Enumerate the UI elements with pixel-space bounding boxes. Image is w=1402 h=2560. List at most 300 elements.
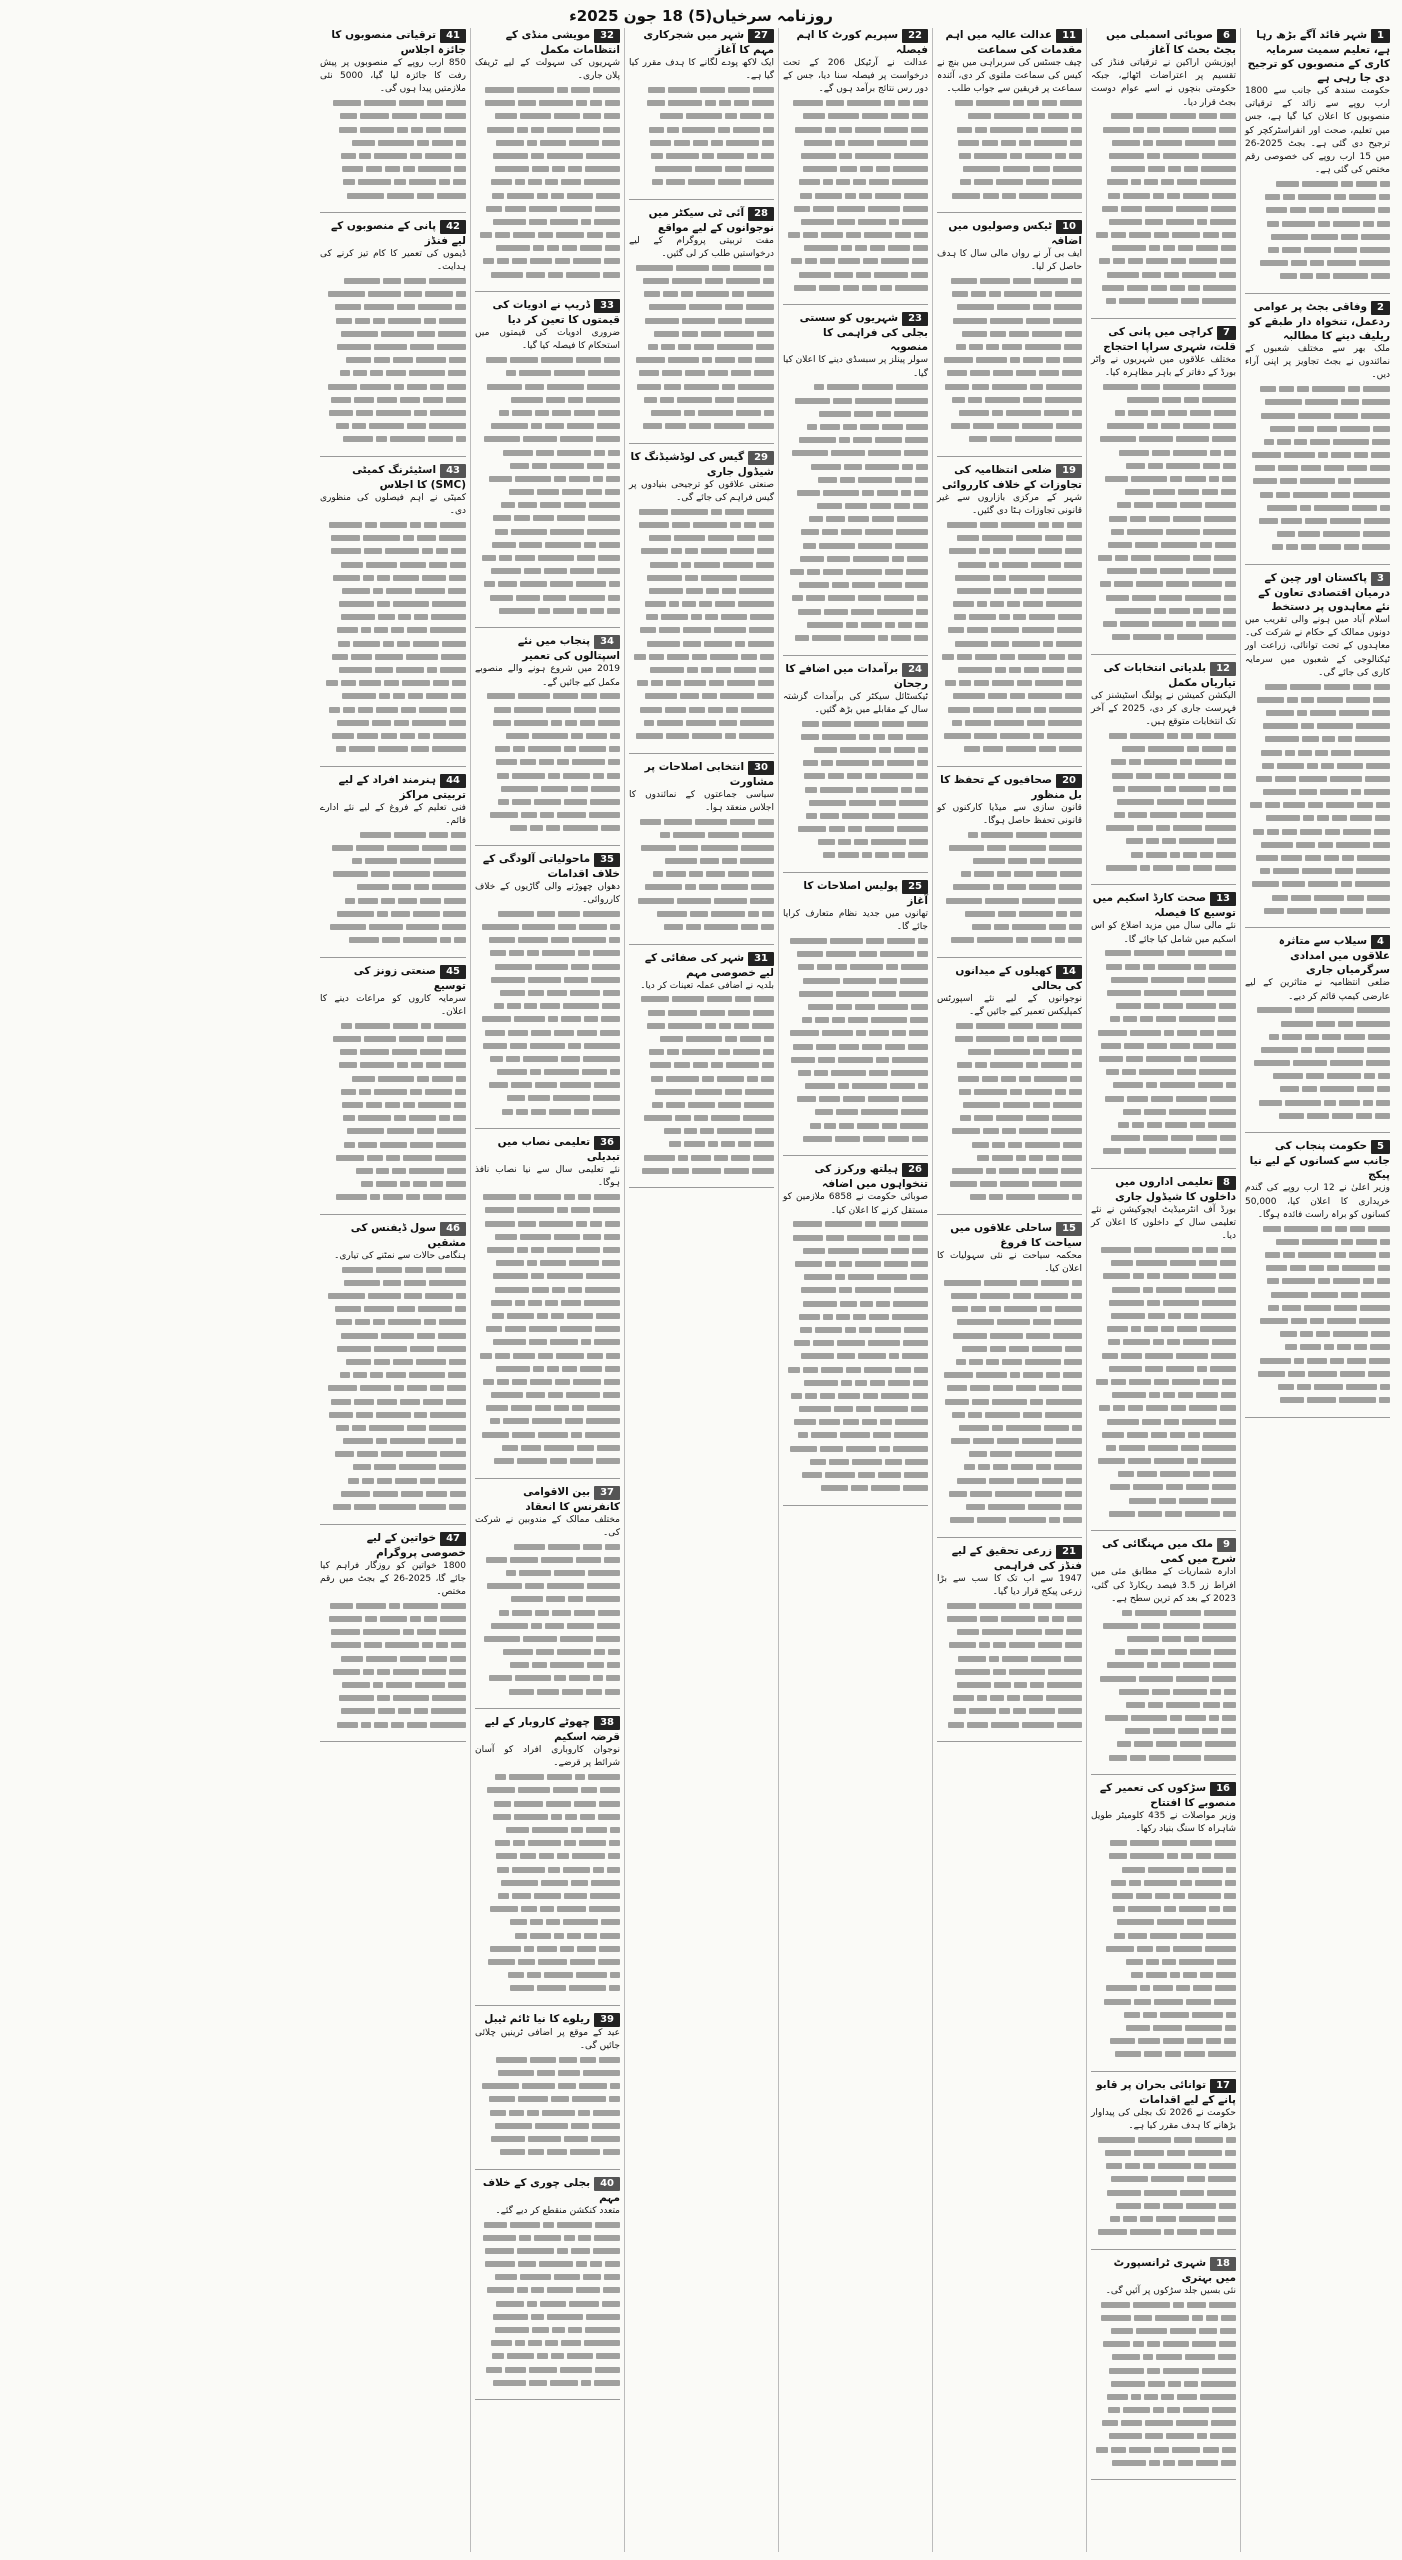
news-item xyxy=(1091,2078,1236,2239)
item-divider xyxy=(1091,1530,1236,1531)
item-divider xyxy=(1245,927,1390,928)
news-column xyxy=(316,28,470,2552)
news-headline-row xyxy=(320,28,466,57)
text-lines-decoration xyxy=(320,1019,466,1204)
news-headline-row xyxy=(1245,28,1390,85)
item-divider xyxy=(320,1741,466,1742)
news-headline: سیلاب سے متاثرہ علاقوں میں امدادی سرگرمیاں جاری xyxy=(1278,935,1390,977)
news-number-tag: 16 xyxy=(1210,1782,1236,1796)
news-headline-row xyxy=(937,1221,1082,1250)
news-headline: انتخابی اصلاحات پر مشاورت xyxy=(644,760,774,788)
news-body: سیاسی جماعتوں کے نمائندوں کا اجلاس منعقد ہوا۔ xyxy=(629,789,774,813)
news-body: مختلف ممالک کے مندوبین نے شرکت کی۔ xyxy=(475,1514,620,1538)
item-divider xyxy=(629,753,774,754)
news-headline-row xyxy=(1245,571,1390,614)
news-body: نوجوان کاروباری افراد کو آسان شرائط پر قرضے۔ xyxy=(475,1745,620,1769)
news-headline: سول ڈیفنس کی مشقیں xyxy=(350,1221,466,1249)
news-item xyxy=(783,1162,928,1494)
item-divider xyxy=(629,1187,774,1188)
news-number-tag: 36 xyxy=(594,1136,620,1150)
item-divider xyxy=(320,1524,466,1525)
news-number-tag: 3 xyxy=(1371,572,1390,586)
news-headline-row xyxy=(1091,661,1236,690)
news-column xyxy=(932,28,1086,2552)
item-divider xyxy=(937,1741,1082,1742)
news-headline: خواتین کے لیے خصوصی پروگرام xyxy=(366,1531,466,1559)
text-lines-decoration xyxy=(475,1540,620,1698)
news-headline-row xyxy=(475,28,620,57)
text-lines-decoration xyxy=(937,828,1082,947)
news-headline-row xyxy=(1245,934,1390,977)
news-item xyxy=(1091,1781,1236,2061)
news-headline: پولیس اصلاحات کا آغاز xyxy=(803,880,928,908)
news-item xyxy=(783,879,928,1145)
news-headline: صنعتی زونز کی توسیع xyxy=(353,964,466,992)
item-divider xyxy=(1091,1774,1236,1775)
news-headline-row xyxy=(629,28,774,57)
text-lines-decoration xyxy=(475,354,620,618)
news-item xyxy=(937,1544,1082,1731)
item-divider xyxy=(783,1155,928,1156)
text-lines-decoration xyxy=(937,518,1082,755)
text-lines-decoration xyxy=(475,2218,620,2389)
news-item xyxy=(1091,28,1236,308)
text-lines-decoration xyxy=(475,1771,620,1995)
news-column xyxy=(1086,28,1240,2552)
item-divider xyxy=(937,212,1082,213)
news-headline-row xyxy=(1091,1781,1236,1810)
news-item xyxy=(475,1715,620,1995)
item-divider xyxy=(320,766,466,767)
news-headline-row xyxy=(1091,1175,1236,1204)
item-divider xyxy=(1245,1417,1390,1418)
news-headline-row xyxy=(937,463,1082,492)
news-body: عید کے موقع پر اضافی ٹرینیں چلائی جائیں گی۔ xyxy=(475,2027,620,2052)
news-headline-row xyxy=(475,634,620,663)
news-body: نئی بسیں جلد سڑکوں پر آئیں گی۔ xyxy=(1105,2285,1236,2296)
news-number-tag: 12 xyxy=(1210,662,1236,676)
news-number-tag: 47 xyxy=(440,1532,466,1546)
news-body: 2019 میں شروع ہونے والے منصوبے مکمل کیے جائیں گے۔ xyxy=(475,664,620,688)
news-headline: بلدیاتی انتخابات کی تیاریاں مکمل xyxy=(1103,661,1236,689)
news-body: 1800 خواتین کو روزگار فراہم کیا جائے گا، 2025-26 کے بجٹ میں رقم مختص۔ xyxy=(320,1560,466,1598)
news-headline: ہیلتھ ورکرز کی تنخواہوں میں اضافہ xyxy=(814,1163,928,1191)
news-number-tag: 40 xyxy=(594,2177,620,2191)
news-headline-row xyxy=(475,298,620,327)
news-number-tag: 1 xyxy=(1371,29,1390,43)
news-number-tag: 25 xyxy=(902,880,928,894)
text-lines-decoration xyxy=(475,907,620,1118)
news-headline: توانائی بحران پر قابو پانے کے لیے اقدامات xyxy=(1096,2078,1236,2106)
news-headline: زرعی تحقیق کے لیے فنڈز کی فراہمی xyxy=(951,1544,1082,1572)
news-headline-row xyxy=(783,879,928,908)
news-number-tag: 10 xyxy=(1056,220,1082,234)
item-divider xyxy=(783,655,928,656)
text-lines-decoration xyxy=(937,1019,1082,1204)
item-divider xyxy=(475,2399,620,2400)
item-divider xyxy=(629,443,774,444)
news-number-tag: 32 xyxy=(594,29,620,43)
news-headline-row xyxy=(475,1135,620,1164)
news-headline: کراچی میں پانی کی قلت، شہری سراپا احتجاج xyxy=(1103,325,1236,353)
news-headline: عدالت عالیہ میں اہم مقدمات کی سماعت xyxy=(945,29,1082,56)
news-headline-row xyxy=(1245,1139,1390,1182)
news-item xyxy=(1091,325,1236,644)
news-headline-row xyxy=(320,964,466,993)
text-lines-decoration xyxy=(1245,680,1390,917)
text-lines-decoration xyxy=(783,1218,928,1495)
news-item xyxy=(475,852,620,1118)
item-divider xyxy=(320,957,466,958)
item-divider xyxy=(937,1214,1082,1215)
news-number-tag: 37 xyxy=(594,1486,620,1500)
news-headline: صحافیوں کے تحفظ کا بل منظور xyxy=(940,773,1082,801)
news-column xyxy=(778,28,932,2552)
news-body: اسلام آباد میں ہونے والی تقریب میں دونوں ممالک کے حکام نے شرکت کی۔ معاہدوں کے تحت توانائی، زراعت اور ٹیکنالوجی کے شعبوں میں سرمایہ کاری کی جائے گی۔ xyxy=(1245,614,1390,678)
news-number-tag: 35 xyxy=(594,853,620,867)
news-headline-row xyxy=(1091,891,1236,920)
news-number-tag: 19 xyxy=(1056,464,1082,478)
text-lines-decoration xyxy=(1091,729,1236,874)
item-divider xyxy=(629,199,774,200)
news-item xyxy=(1091,891,1236,1157)
news-body: ضروری ادویات کی قیمتوں میں استحکام کا فیصلہ کیا گیا۔ xyxy=(475,328,620,352)
news-headline-row xyxy=(320,1221,466,1250)
news-body: قانون سازی سے میڈیا کارکنوں کو قانونی تحفظ حاصل ہوگا۔ xyxy=(937,802,1082,826)
news-number-tag: 33 xyxy=(594,299,620,313)
item-divider xyxy=(1245,564,1390,565)
news-body: نئے تعلیمی سال سے نیا نصاب نافذ ہوگا۔ xyxy=(475,1165,620,1189)
news-headline-row xyxy=(1091,1537,1236,1566)
news-body: مفت تربیتی پروگرام کے لیے درخواستیں طلب کر لی گئیں۔ xyxy=(629,235,774,260)
text-lines-decoration xyxy=(937,1599,1082,1731)
news-number-tag: 44 xyxy=(440,774,466,788)
news-body: کمیٹی نے اہم فیصلوں کی منظوری دی۔ xyxy=(320,492,466,517)
news-headline: اسٹیئرنگ کمیٹی (SMC) کا اجلاس xyxy=(352,463,466,491)
item-divider xyxy=(475,627,620,628)
news-item xyxy=(1091,2256,1236,2470)
text-lines-decoration xyxy=(320,828,466,947)
news-headline: صحت کارڈ اسکیم میں توسیع کا فیصلہ xyxy=(1092,892,1236,920)
page-masthead: روزنامہ سرخیاں(5) 18 جون 2025ء xyxy=(569,7,833,25)
text-lines-decoration xyxy=(1091,1243,1236,1520)
news-item xyxy=(783,28,928,294)
news-body: شہر کے مرکزی بازاروں سے غیر قانونی تجاوزات ہٹا دی گئیں۔ xyxy=(937,492,1082,517)
news-headline-row xyxy=(320,219,466,248)
item-divider xyxy=(937,957,1082,958)
news-item xyxy=(475,2176,620,2390)
item-divider xyxy=(1091,318,1236,319)
news-headline: شہر قائد آگے بڑھ رہا ہے، تعلیم سمیت سرمایہ کاری کے منصوبوں کو ترجیح دی جا رہی ہے xyxy=(1247,29,1390,84)
text-lines-decoration xyxy=(475,1191,620,1468)
news-item xyxy=(475,1135,620,1467)
item-divider xyxy=(783,304,928,305)
news-headline: سپریم کورٹ کا اہم فیصلہ xyxy=(796,29,928,56)
text-lines-decoration xyxy=(783,934,928,1145)
news-body: چیف جسٹس کی سربراہی میں بنچ نے کیس کی سماعت ملتوی کر دی، آئندہ سماعت پر فریقین سے جواب طلب۔ xyxy=(937,58,1082,95)
news-headline-row xyxy=(937,219,1082,248)
news-headline-row xyxy=(475,852,620,881)
news-item xyxy=(475,634,620,834)
item-divider xyxy=(629,944,774,945)
news-headline: ٹیکس وصولیوں میں اضافہ xyxy=(948,220,1082,248)
text-lines-decoration xyxy=(629,83,774,189)
news-body: 850 ارب روپے کے منصوبوں پر پیش رفت کا جائزہ لیا گیا، 5000 نئی ملازمتیں پیدا ہوں گی۔ xyxy=(320,58,466,95)
text-lines-decoration xyxy=(320,275,466,446)
item-divider xyxy=(475,1708,620,1709)
news-headline: شہریوں کو سستی بجلی کی فراہمی کا منصوبہ xyxy=(799,312,928,354)
news-headline-row xyxy=(475,2176,620,2205)
news-item xyxy=(937,28,1082,202)
item-divider xyxy=(1091,884,1236,885)
news-item xyxy=(937,463,1082,756)
news-number-tag: 46 xyxy=(440,1222,466,1236)
news-headline-row xyxy=(320,463,466,492)
news-body: ادارہ شماریات کے مطابق مئی میں افراط زر 3.5 فیصد ریکارڈ کی گئی، 2023 کے بعد کم ترین سطح ہے۔ xyxy=(1091,1567,1236,1604)
news-body: ایف بی آر نے رواں مالی سال کا ہدف حاصل کر لیا۔ xyxy=(937,249,1082,273)
news-headline: شہر کی صفائی کے لیے خصوصی مہم xyxy=(644,951,774,979)
news-headline: سڑکوں کی تعمیر کے منصوبے کا افتتاح xyxy=(1099,1782,1236,1810)
text-lines-decoration xyxy=(1091,110,1236,308)
news-headline-row xyxy=(320,773,466,802)
news-headline: مویشی منڈی کے انتظامات مکمل xyxy=(505,29,620,56)
news-body: الیکشن کمیشن نے پولنگ اسٹیشنز کی فہرست جاری کر دی، 2025 کے آخر تک انتخابات متوقع ہیں۔ xyxy=(1091,690,1236,728)
news-headline-row xyxy=(937,28,1082,57)
news-item xyxy=(629,760,774,934)
news-item xyxy=(629,206,774,433)
news-item xyxy=(320,1531,466,1731)
news-item xyxy=(1091,1175,1236,1521)
news-number-tag: 7 xyxy=(1217,326,1236,340)
text-lines-decoration xyxy=(1091,380,1236,644)
news-headline: بجلی چوری کے خلاف مہم xyxy=(482,2176,620,2204)
news-number-tag: 14 xyxy=(1056,965,1082,979)
text-lines-decoration xyxy=(1245,177,1390,283)
news-item xyxy=(1091,1537,1236,1764)
news-headline-row xyxy=(475,1715,620,1744)
news-headline-row xyxy=(629,951,774,980)
news-body: سرمایہ کاروں کو مراعات دینے کا اعلان۔ xyxy=(320,993,466,1018)
news-body: حکومت نے 2026 تک بجلی کی پیداوار بڑھانے کا ہدف مقرر کیا ہے۔ xyxy=(1091,2107,1236,2132)
news-headline-row xyxy=(1091,28,1236,57)
news-number-tag: 8 xyxy=(1217,1176,1236,1190)
news-number-tag: 45 xyxy=(440,965,466,979)
text-lines-decoration xyxy=(1245,1222,1390,1407)
item-divider xyxy=(320,212,466,213)
news-headline-row xyxy=(783,28,928,57)
news-headline: تعلیمی نصاب میں تبدیلی xyxy=(497,1136,620,1164)
item-divider xyxy=(320,456,466,457)
text-lines-decoration xyxy=(1245,1004,1390,1123)
news-headline: ساحلی علاقوں میں سیاحت کا فروغ xyxy=(950,1221,1082,1249)
news-headline: ڈریپ نے ادویات کی قیمتوں کا تعین کر دیا xyxy=(492,299,620,327)
news-headline-row xyxy=(1091,325,1236,354)
news-headline: حکومت پنجاب کی جانب سے کسانوں کے لیے نیا پیکج xyxy=(1249,1140,1390,1182)
text-lines-decoration xyxy=(1091,2298,1236,2469)
news-body: ڈیموں کی تعمیر کا کام تیز کرنے کی ہدایت۔ xyxy=(320,249,466,273)
item-divider xyxy=(937,1537,1082,1538)
text-lines-decoration xyxy=(937,97,1082,203)
news-body: عدالت نے آرٹیکل 206 کے تحت درخواست پر فیصلہ سنا دیا، جس کے دور رس نتائج برآمد ہوں گے۔ xyxy=(783,58,928,95)
news-number-tag: 13 xyxy=(1210,892,1236,906)
news-item xyxy=(937,219,1082,446)
news-headline-row xyxy=(629,450,774,479)
news-body: وزیر مواصلات نے 435 کلومیٹر طویل شاہراہ کا سنگ بنیاد رکھا۔ xyxy=(1091,1811,1236,1835)
news-item xyxy=(629,450,774,743)
news-body: صوبائی حکومت نے 6858 ملازمین کو مستقل کرنے کا اعلان کیا۔ xyxy=(783,1192,928,1216)
text-lines-decoration xyxy=(320,518,466,755)
text-lines-decoration xyxy=(475,2053,620,2159)
text-lines-decoration xyxy=(629,505,774,742)
news-number-tag: 26 xyxy=(902,1163,928,1177)
news-headline: پنجاب میں نئے اسپتالوں کی تعمیر xyxy=(517,635,620,663)
item-divider xyxy=(475,1128,620,1129)
news-item xyxy=(937,773,1082,947)
news-headline-row xyxy=(937,1544,1082,1573)
item-divider xyxy=(1245,1132,1390,1133)
news-number-tag: 27 xyxy=(748,29,774,43)
item-divider xyxy=(783,872,928,873)
news-item xyxy=(475,28,620,281)
news-number-tag: 17 xyxy=(1210,2079,1236,2093)
text-lines-decoration xyxy=(1091,1837,1236,2061)
news-body: حکومت سندھ کی جانب سے 1800 ارب روپے سے زائد کے ترقیاتی منصوبوں کا اعلان کیا گیا ہے، جس میں تعلیم، صحت اور انفراسٹرکچر کو ترجیح دی گئی ہے۔ بجٹ 2025-26 میں 15 ارب روپے کی خصوصی رقم مختص کی گئی ہے۔ xyxy=(1245,86,1391,176)
news-body: اپوزیشن اراکین نے ترقیاتی فنڈز کی تقسیم پر اعتراضات اٹھائے، جبکہ حکومتی بنچوں نے اسے عوام دوست بجٹ قرار دیا۔ xyxy=(1091,58,1236,108)
item-divider xyxy=(937,456,1082,457)
text-lines-decoration xyxy=(1091,947,1236,1158)
text-lines-decoration xyxy=(475,83,620,281)
news-headline: ریلوے کا نیا ٹائم ٹیبل xyxy=(484,2012,591,2025)
news-number-tag: 28 xyxy=(748,207,774,221)
news-headline-row xyxy=(783,1162,928,1191)
news-headline-row xyxy=(783,311,928,354)
news-item xyxy=(320,219,466,446)
news-number-tag: 22 xyxy=(902,29,928,43)
news-headline-row xyxy=(629,206,774,235)
news-item xyxy=(475,2012,620,2159)
news-body: بورڈ آف انٹرمیڈیٹ ایجوکیشن نے نئے تعلیمی سال کے داخلوں کا اعلان کر دیا۔ xyxy=(1091,1204,1236,1242)
news-headline-row xyxy=(937,964,1082,993)
news-body: ضلعی انتظامیہ نے متاثرین کے لیے عارضی کیمپ قائم کر دیے۔ xyxy=(1245,978,1390,1002)
news-number-tag: 5 xyxy=(1371,1140,1390,1154)
item-divider xyxy=(1091,2479,1236,2480)
news-body: سولر پینلز پر سبسڈی دینے کا اعلان کیا گیا۔ xyxy=(783,355,928,379)
item-divider xyxy=(475,845,620,846)
news-body: ٹیکسٹائل سیکٹر کی برآمدات گزشتہ سال کے مقابلے میں بڑھ گئیں۔ xyxy=(783,691,928,715)
news-item xyxy=(1245,300,1390,554)
news-body: ہنگامی حالات سے نمٹنے کی تیاری۔ xyxy=(334,1250,466,1261)
news-body: شہریوں کی سہولت کے لیے ٹریفک پلان جاری۔ xyxy=(475,58,620,82)
text-lines-decoration xyxy=(475,690,620,835)
text-lines-decoration xyxy=(629,815,774,934)
news-item xyxy=(320,463,466,756)
news-number-tag: 43 xyxy=(440,464,466,478)
columns-grid xyxy=(8,28,1394,2552)
news-body: صنعتی علاقوں کو ترجیحی بنیادوں پر گیس فراہم کی جائے گی۔ xyxy=(629,479,774,503)
news-number-tag: 38 xyxy=(594,1716,620,1730)
news-item xyxy=(783,311,928,644)
news-headline-row xyxy=(937,773,1082,802)
news-item xyxy=(320,773,466,947)
item-divider xyxy=(937,766,1082,767)
news-body: دھواں چھوڑنے والی گاڑیوں کے خلاف کارروائی۔ xyxy=(475,881,620,906)
item-divider xyxy=(783,1505,928,1506)
news-headline-row xyxy=(320,1531,466,1560)
news-item xyxy=(475,298,620,617)
item-divider xyxy=(320,1214,466,1215)
news-number-tag: 20 xyxy=(1056,774,1082,788)
news-headline: ماحولیاتی آلودگی کے خلاف اقدامات xyxy=(482,852,620,880)
news-number-tag: 2 xyxy=(1371,301,1390,315)
news-item xyxy=(629,28,774,189)
item-divider xyxy=(475,2005,620,2006)
item-divider xyxy=(1091,2249,1236,2250)
news-item xyxy=(320,1221,466,1514)
news-item xyxy=(1245,934,1390,1122)
news-number-tag: 41 xyxy=(440,29,466,43)
text-lines-decoration xyxy=(629,993,774,1178)
news-headline-row xyxy=(475,1485,620,1514)
news-headline: ہنرمند افراد کے لیے تربیتی مراکز xyxy=(338,773,466,801)
news-item xyxy=(937,964,1082,1204)
text-lines-decoration xyxy=(320,1263,466,1514)
news-headline: پانی کے منصوبوں کے لیے فنڈز xyxy=(330,220,466,248)
news-number-tag: 11 xyxy=(1056,29,1082,43)
text-lines-decoration xyxy=(320,1599,466,1731)
text-lines-decoration xyxy=(937,275,1082,446)
news-headline: پاکستان اور چین کے درمیان اقتصادی تعاون کے نئے معاہدوں پر دستخط xyxy=(1258,571,1390,613)
news-item xyxy=(1245,1139,1390,1406)
item-divider xyxy=(1245,293,1390,294)
item-divider xyxy=(475,1478,620,1479)
news-item xyxy=(475,1485,620,1699)
news-number-tag: 30 xyxy=(748,761,774,775)
text-lines-decoration xyxy=(783,381,928,645)
news-item xyxy=(783,662,928,862)
news-body: ملک بھر سے مختلف شعبوں کے نمائندوں نے بجٹ تجاویز پر اپنی آراء دیں۔ xyxy=(1245,343,1390,381)
news-column xyxy=(624,28,778,2552)
news-number-tag: 18 xyxy=(1210,2257,1236,2271)
news-number-tag: 29 xyxy=(748,451,774,465)
news-number-tag: 9 xyxy=(1217,1538,1236,1552)
news-number-tag: 4 xyxy=(1371,935,1390,949)
item-divider xyxy=(475,291,620,292)
news-column xyxy=(1240,28,1394,2552)
text-lines-decoration xyxy=(1091,1606,1236,1764)
news-number-tag: 24 xyxy=(902,663,928,677)
news-headline: ضلعی انتظامیہ کی تجاوزات کے خلاف کارروائی xyxy=(942,463,1082,491)
news-headline: گیس کی لوڈشیڈنگ کا شیڈول جاری xyxy=(630,450,774,478)
news-headline: شہری ٹرانسپورٹ میں بہتری xyxy=(1113,2256,1236,2284)
text-lines-decoration xyxy=(937,1276,1082,1527)
news-headline: تعلیمی اداروں میں داخلوں کا شیڈول جاری xyxy=(1115,1175,1236,1203)
news-headline-row xyxy=(629,760,774,789)
news-number-tag: 39 xyxy=(594,2013,620,2027)
news-headline: شہر میں شجرکاری مہم کا آغاز xyxy=(643,29,774,56)
news-item xyxy=(937,1221,1082,1527)
text-lines-decoration xyxy=(320,97,466,203)
news-item xyxy=(1245,28,1390,283)
news-item xyxy=(1091,661,1236,875)
news-headline: برآمدات میں اضافے کا رجحان xyxy=(785,662,928,690)
item-divider xyxy=(1091,1168,1236,1169)
news-body: 1947 سے اب تک کا سب سے بڑا زرعی پیکج قرار دیا گیا۔ xyxy=(937,1573,1082,1598)
text-lines-decoration xyxy=(1245,383,1390,554)
news-body: مختلف علاقوں میں شہریوں نے واٹر بورڈ کے دفاتر کے باہر مظاہرہ کیا۔ xyxy=(1091,354,1236,378)
item-divider xyxy=(475,2169,620,2170)
news-body: محکمہ سیاحت نے نئی سہولیات کا اعلان کیا۔ xyxy=(937,1250,1082,1275)
text-lines-decoration xyxy=(783,717,928,862)
